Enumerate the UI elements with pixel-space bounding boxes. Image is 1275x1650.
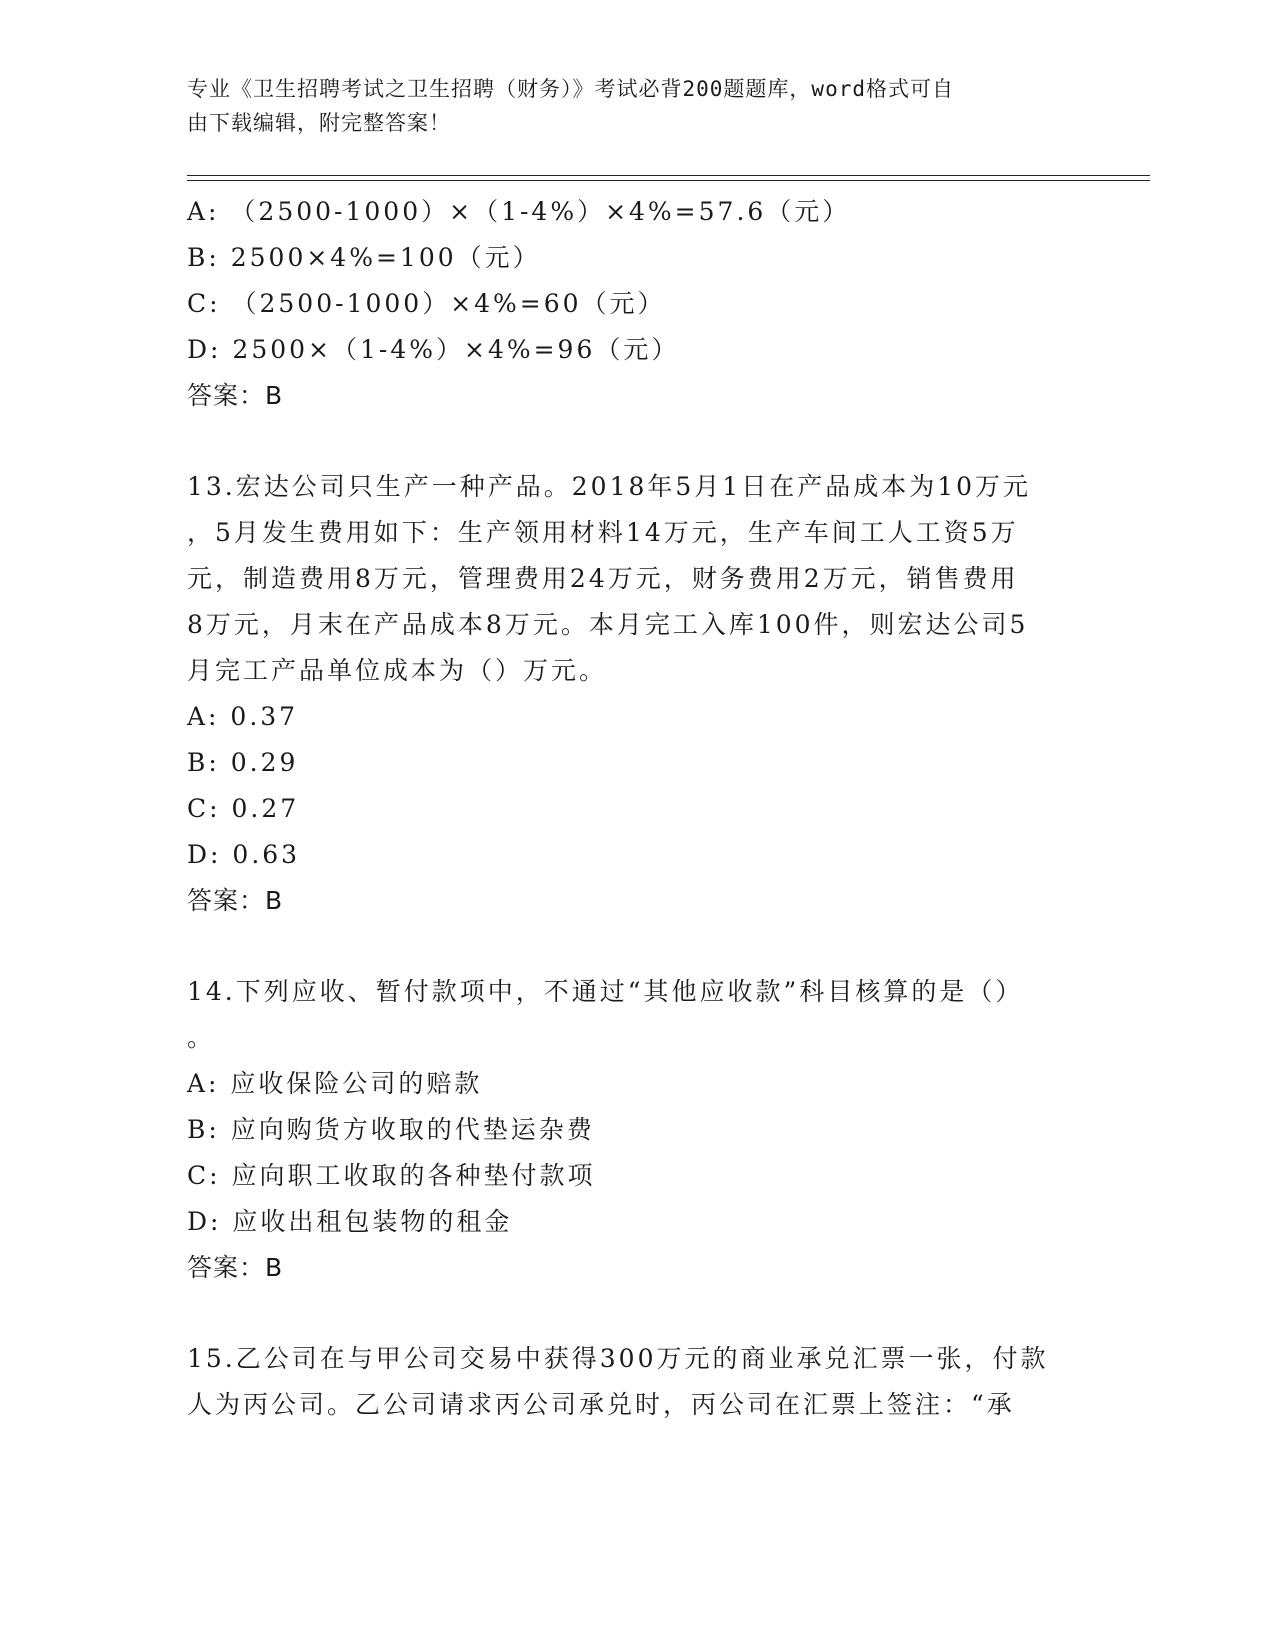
answer-line: 答案：B xyxy=(187,886,284,915)
option-c: C: （2500-1000）×4%=60（元） xyxy=(187,289,666,318)
option-a: A: 0.37 xyxy=(187,702,299,731)
header-divider-top xyxy=(187,175,1150,176)
option-c: C: 0.27 xyxy=(187,794,300,823)
question-text-line: 13.宏达公司只生产一种产品。2018年5月1日在产品成本为10万元 xyxy=(187,472,1032,501)
option-d: D: 0.63 xyxy=(187,840,301,869)
answer-line: 答案：B xyxy=(187,1253,284,1282)
question-text-line: 元，制造费用8万元，管理费用24万元，财务费用2万元，销售费用 xyxy=(187,564,1019,593)
option-d: D: 应收出租包装物的租金 xyxy=(187,1207,513,1236)
option-d: D: 2500×（1-4%）×4%=96（元） xyxy=(187,335,680,364)
question-block-15 xyxy=(187,1336,1087,1428)
header-line-2: 由下载编辑，附完整答案！ xyxy=(187,111,451,135)
question-block-12 xyxy=(187,189,1087,419)
answer-line: 答案：B xyxy=(187,381,284,410)
option-c: C: 应向职工收取的各种垫付款项 xyxy=(187,1161,596,1190)
question-text-line: 15.乙公司在与甲公司交易中获得300万元的商业承兑汇票一张，付款 xyxy=(187,1344,1049,1373)
question-text-line: 14.下列应收、暂付款项中，不通过“其他应收款”科目核算的是（） xyxy=(187,977,1024,1006)
option-b: B: 2500×4%=100（元） xyxy=(187,243,541,272)
question-list xyxy=(187,189,1087,1428)
option-a: A: 应收保险公司的赔款 xyxy=(187,1069,483,1098)
question-block-14 xyxy=(187,969,1087,1291)
option-b: B: 0.29 xyxy=(187,748,299,777)
header-divider-bottom xyxy=(187,180,1150,181)
question-text-line: 8万元，月末在产品成本8万元。本月完工入库100件，则宏达公司5 xyxy=(187,610,1029,639)
header-line-1: 专业《卫生招聘考试之卫生招聘（财务）》考试必背200题题库，word格式可自 xyxy=(187,77,954,101)
question-text-line: ，5月发生费用如下：生产领用材料14万元，生产车间工人工资5万 xyxy=(187,518,1019,547)
question-block-13 xyxy=(187,464,1087,924)
question-text-line: 人为丙公司。乙公司请求丙公司承兑时，丙公司在汇票上签注：“承 xyxy=(187,1390,1015,1419)
document-header xyxy=(187,72,1067,140)
option-b: B: 应向购货方收取的代垫运杂费 xyxy=(187,1115,595,1144)
option-a: A: （2500-1000）×（1-4%）×4%=57.6（元） xyxy=(187,197,851,226)
question-text-line: 。 xyxy=(187,1023,216,1052)
question-text-line: 月完工产品单位成本为（）万元。 xyxy=(187,656,608,685)
